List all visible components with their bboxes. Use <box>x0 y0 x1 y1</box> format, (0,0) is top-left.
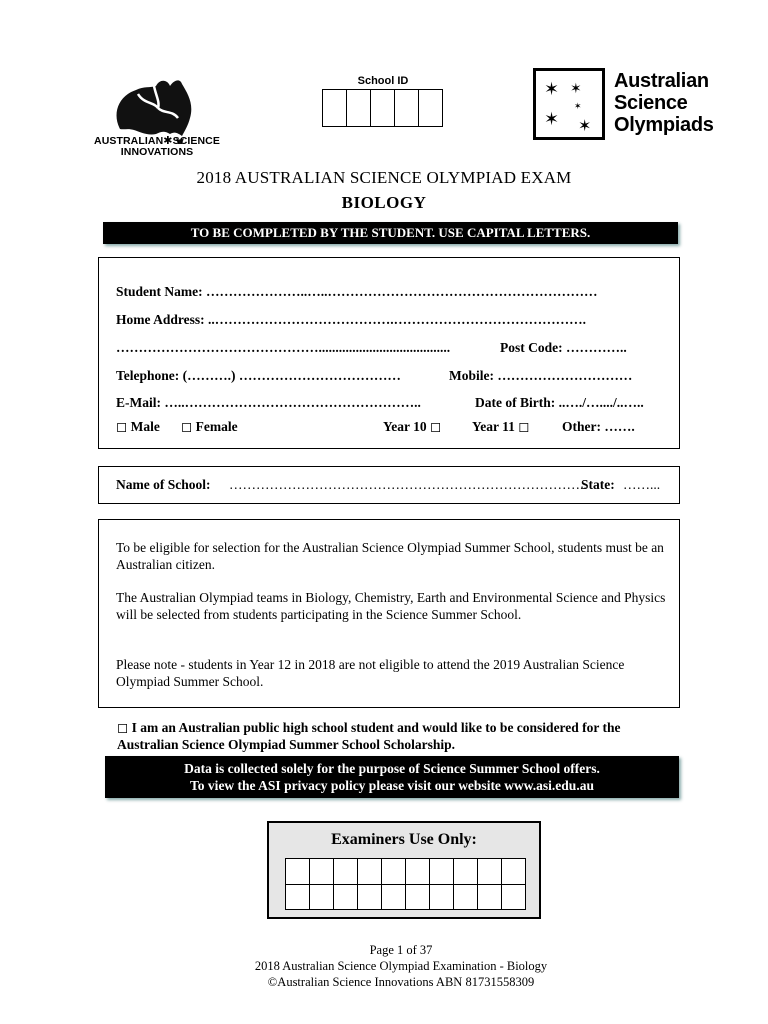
school-id-box[interactable] <box>371 90 395 126</box>
home-address-field[interactable]: Home Address: ..………………………………….……………………………………. <box>116 312 587 327</box>
score-cell <box>310 859 334 885</box>
info-paragraph: The Australian Olympiad teams in Biology, Chemistry, Earth and Environmental Science and Physics will be selected from students participating in the Science Summer School. <box>116 590 666 622</box>
instructions-banner: TO BE COMPLETED BY THE STUDENT. USE CAPITAL LETTERS. <box>103 222 678 244</box>
privacy-line: Data is collected solely for the purpose of Science Summer School offers. <box>184 761 600 776</box>
privacy-banner <box>105 756 679 798</box>
southern-cross-icon <box>536 71 602 137</box>
year10-checkbox[interactable]: Year 10 ◻ <box>383 419 442 434</box>
svg-text:✶: ✶ <box>570 81 582 97</box>
score-cell <box>382 885 406 911</box>
school-id-box[interactable] <box>419 90 442 126</box>
eligibility-info <box>98 519 680 708</box>
score-cell <box>430 859 454 885</box>
score-cell <box>454 885 478 911</box>
score-cell <box>406 885 430 911</box>
address-line2-field[interactable]: ………………………………………....................................... <box>116 340 451 355</box>
score-cell <box>430 885 454 911</box>
email-field[interactable]: E-Mail: …..…………………………………………….. <box>116 395 421 410</box>
score-cell <box>310 885 334 911</box>
info-paragraph: To be eligible for selection for the Australian Science Olympiad Summer School, students must be an Australian citizen. <box>116 540 664 572</box>
score-cell <box>334 885 358 911</box>
privacy-line: To view the ASI privacy policy please visit our website www.asi.edu.au <box>190 778 594 793</box>
score-cell <box>502 885 526 911</box>
post-code-field[interactable]: Post Code: ………….. <box>500 340 627 355</box>
footer-exam-name: 2018 Australian Science Olympiad Examination - Biology <box>254 959 548 973</box>
aso-star-box <box>533 68 605 140</box>
school-name-label: Name of School: <box>116 477 211 492</box>
examiners-score-grid <box>285 858 526 910</box>
svg-text:✶: ✶ <box>578 116 592 135</box>
school-id-box[interactable] <box>347 90 371 126</box>
student-details-form <box>98 257 680 449</box>
subject-title: BIOLOGY <box>341 193 427 212</box>
aso-logo-text: Australian Science Olympiads <box>614 70 714 136</box>
score-cell <box>454 859 478 885</box>
student-name-field[interactable]: Student Name: …………………..…..…………………………………………………… <box>116 284 598 299</box>
school-name-form <box>98 466 680 504</box>
score-cell <box>502 859 526 885</box>
score-cell <box>406 859 430 885</box>
info-paragraph: Please note - students in Year 12 in 2018 are not eligible to attend the 2019 Australian Science Olympiad Summer School. <box>116 657 625 689</box>
school-id-label: School ID <box>357 75 409 87</box>
score-cell <box>286 885 310 911</box>
score-cell <box>478 859 502 885</box>
svg-text:✶: ✶ <box>574 102 582 112</box>
score-cell <box>334 859 358 885</box>
dob-field[interactable]: Date of Birth: ..…./…..../..….. <box>475 395 644 410</box>
state-label: State: <box>581 477 615 492</box>
svg-text:✶: ✶ <box>544 109 560 130</box>
exam-title: 2018 AUSTRALIAN SCIENCE OLYMPIAD EXAM <box>196 168 572 187</box>
score-cell <box>358 859 382 885</box>
score-cell <box>382 859 406 885</box>
examiners-title: Examiners Use Only: <box>331 831 477 848</box>
footer-copyright: ©Australian Science Innovations ABN 81731558309 <box>267 975 535 989</box>
school-name-field[interactable]: …………………………………………………………………….. <box>229 477 587 492</box>
page-number: Page 1 of 37 <box>369 943 433 957</box>
school-id-box[interactable] <box>323 90 347 126</box>
school-id-boxes[interactable] <box>322 89 443 127</box>
examiners-use-box <box>267 821 541 919</box>
telephone-field[interactable]: Telephone: (……….) ……………………………… <box>116 368 401 383</box>
male-checkbox[interactable]: ◻ Male <box>116 419 160 434</box>
aso-logo <box>533 68 733 142</box>
score-cell <box>358 885 382 911</box>
score-cell <box>286 859 310 885</box>
scholarship-checkbox[interactable]: ◻ I am an Australian public high school student and would like to be considered for the Australian Science Olympiad Summer School Scholarship. <box>117 720 621 752</box>
other-year-field[interactable]: Other: ……. <box>562 419 635 434</box>
state-field[interactable]: ……... <box>623 477 661 492</box>
svg-text:✶: ✶ <box>544 79 560 100</box>
school-id-box[interactable] <box>395 90 419 126</box>
mobile-field[interactable]: Mobile: ………………………… <box>449 368 633 383</box>
asi-logo-text: AUSTRALIAN✱SCIENCE INNOVATIONS <box>94 135 220 158</box>
year11-checkbox[interactable]: Year 11 ◻ <box>472 419 530 434</box>
score-cell <box>478 885 502 911</box>
female-checkbox[interactable]: ◻ Female <box>181 419 238 434</box>
